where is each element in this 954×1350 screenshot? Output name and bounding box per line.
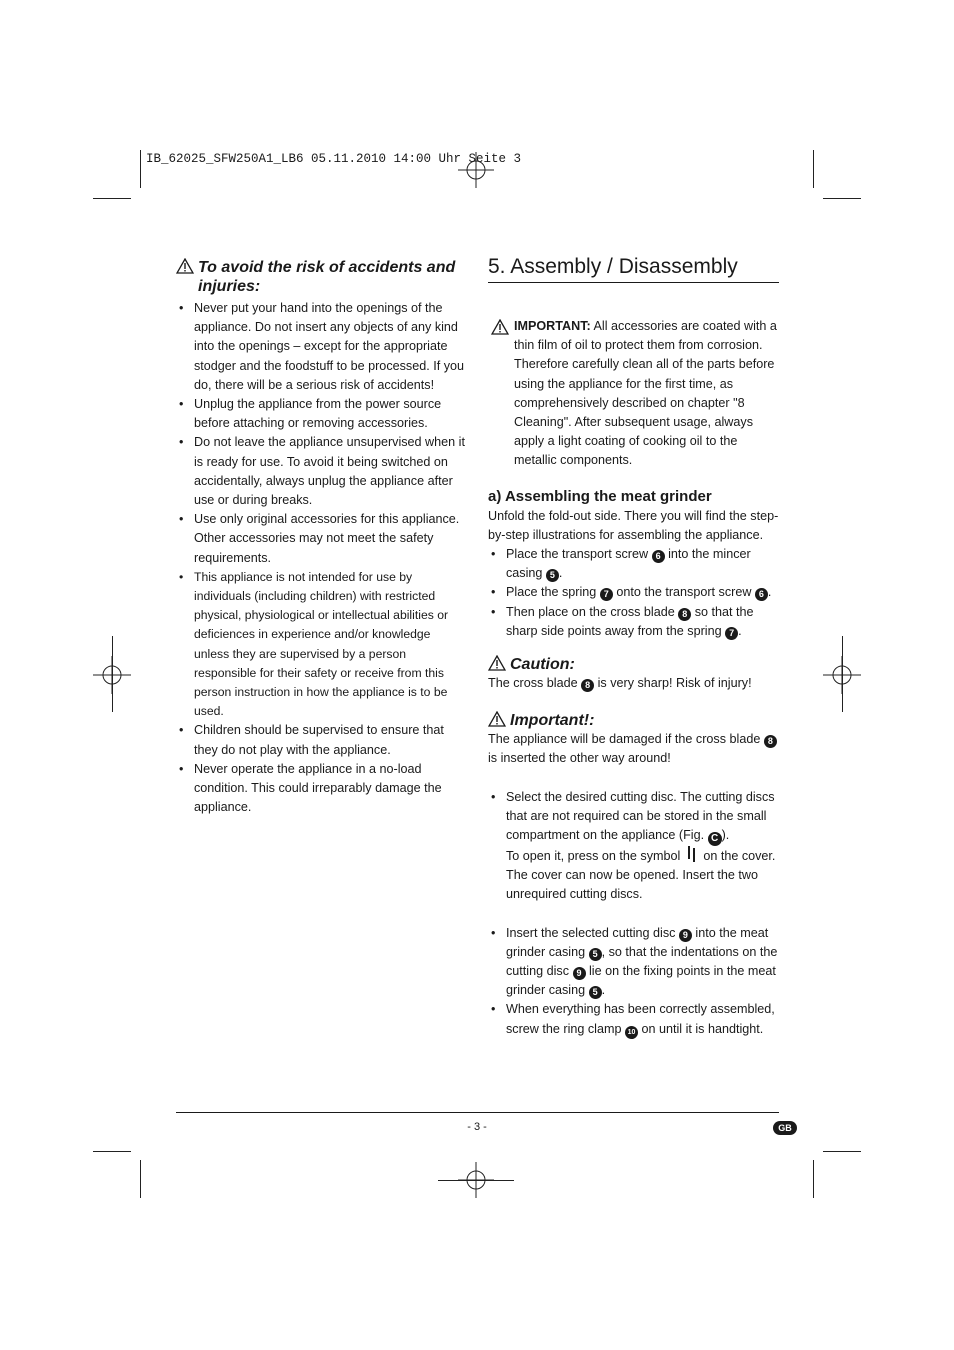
safety-heading-text: To avoid the risk of accidents and injuries:	[198, 259, 456, 295]
list-item: • Never operate the appliance in a no-load condition. This could irreparably damage the appliance.	[176, 760, 468, 818]
warning-triangle-icon	[491, 319, 509, 335]
part-number-badge: 8	[581, 679, 594, 692]
page-number: - 3 -	[467, 1121, 487, 1133]
crop-mark	[93, 1151, 131, 1152]
crop-mark	[823, 1151, 861, 1152]
warning-triangle-icon	[176, 258, 194, 274]
intro-text: Unfold the fold-out side. There you will find the step-by-step illustrations for assembling the appliance.	[488, 508, 779, 542]
disc-steps	[488, 788, 779, 905]
part-number-badge: 7	[600, 588, 613, 601]
list-item: • Then place on the cross blade 8 so that the sharp side points away from the spring 7 .	[488, 603, 779, 641]
part-number-badge: 10	[625, 1026, 638, 1039]
list-item: • Place the transport screw 6 into the mincer casing 5 .	[488, 545, 779, 583]
footer-rule	[176, 1112, 779, 1113]
print-header: IB_62025_SFW250A1_LB6 05.11.2010 14:00 Uhr Seite 3	[146, 152, 522, 166]
right-column	[488, 254, 779, 1039]
list-item: • Unplug the appliance from the power source before attaching or removing accessories.	[176, 395, 468, 433]
caution-heading: Caution:	[488, 655, 779, 674]
important-text: All accessories are coated with a thin film of oil to protect them from corrosion. Therefore carefully clean all of the parts before using the appliance for the first time, as comprehensively described on chapter "8 Cleaning". After subsequent usage, always apply a light coating of cooking oil to the metallic components.	[514, 319, 777, 468]
part-number-badge: 7	[725, 627, 738, 640]
list-item: • This appliance is not intended for use by individuals (including children) with restricted physical, physiological or intellectual abilities or deficiences in experience and/or knowledge unless they are supervised by a person responsible for their safety or receive from this person instruction in how the appliance is to be used.	[176, 568, 468, 722]
left-column	[176, 258, 468, 817]
language-badge: GB	[773, 1121, 797, 1135]
important-label: IMPORTANT:	[514, 319, 591, 333]
crop-mark	[813, 150, 814, 188]
crop-mark	[823, 198, 861, 199]
list-item: • Never put your hand into the openings of the appliance. Do not insert any objects of any kind into the openings – except for the appropriate stodger and the foodstuff to be processed. If you do, there will be a serious risk of accidents!	[176, 299, 468, 395]
part-number-badge: 9	[573, 967, 586, 980]
crop-mark	[140, 1160, 141, 1198]
part-number-badge: 6	[755, 588, 768, 601]
important2-text: The appliance will be damaged if the cross blade 8 is inserted the other way around!	[488, 730, 779, 768]
warning-triangle-icon	[488, 711, 506, 727]
safety-list	[176, 299, 468, 817]
crop-mark	[93, 198, 131, 199]
list-item: • Do not leave the appliance unsupervised when it is ready for use. To avoid it being switched on accidentally, always unplug the appliance after use or during breaks.	[176, 433, 468, 510]
part-number-badge: 9	[679, 929, 692, 942]
part-number-badge: 6	[652, 550, 665, 563]
assembly-steps	[488, 545, 779, 641]
crop-mark	[813, 1160, 814, 1198]
crop-mark	[112, 636, 113, 712]
fit-steps	[488, 924, 779, 1039]
part-number-badge: 8	[764, 735, 777, 748]
safety-heading	[176, 258, 468, 296]
compartment-symbol-icon	[687, 846, 697, 862]
list-item: • Use only original accessories for this appliance. Other accessories may not meet the safety requirements.	[176, 510, 468, 568]
crop-mark	[842, 636, 843, 712]
list-item: • Insert the selected cutting disc 9 into the meat grinder casing 5 , so that the indentations on the cutting disc 9 lie on the fixing points in the meat grinder casing 5 .	[488, 924, 779, 1001]
list-item: • When everything has been correctly assembled, screw the ring clamp 10 on until it is handtight.	[488, 1000, 779, 1038]
figure-badge: C	[708, 832, 722, 846]
caution-text: The cross blade 8 is very sharp! Risk of injury!	[488, 676, 752, 691]
crop-mark	[140, 150, 141, 188]
warning-triangle-icon	[488, 655, 506, 671]
important2-heading: Important!:	[488, 711, 779, 730]
sub-heading: a) Assembling the meat grinder	[488, 487, 712, 505]
section-title: 5. Assembly / Disassembly	[488, 254, 779, 283]
registration-mark-icon	[458, 152, 494, 188]
part-number-badge: 8	[678, 608, 691, 621]
crop-mark	[438, 1180, 514, 1181]
list-item: • Place the spring 7 onto the transport screw 6 .	[488, 583, 779, 602]
list-item: • Children should be supervised to ensure that they do not play with the appliance.	[176, 721, 468, 759]
important-note	[488, 317, 779, 471]
part-number-badge: 5	[589, 986, 602, 999]
list-item: • Select the desired cutting disc. The cutting discs that are not required can be stored in the small compartment on the appliance (Fig. C ). To open it, press on the symbol on the cover. The cover can now be opened. Insert the two unrequired cutting discs.	[488, 788, 779, 905]
part-number-badge: 5	[589, 948, 602, 961]
part-number-badge: 5	[546, 569, 559, 582]
